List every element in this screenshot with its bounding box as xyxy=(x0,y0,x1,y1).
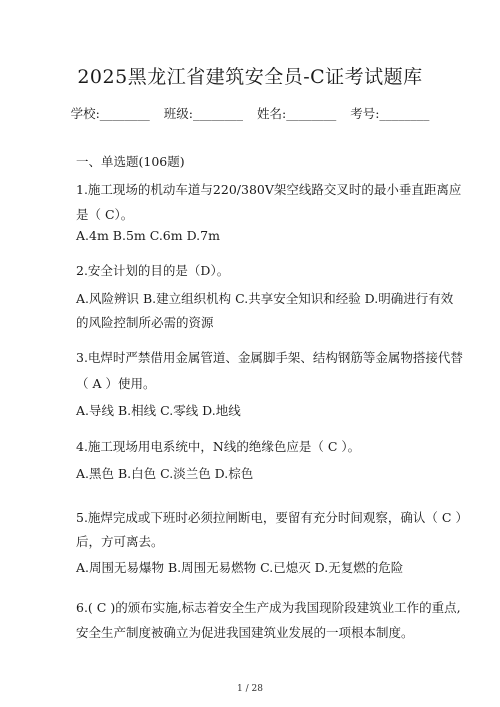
question-1-text-cont: 是（ C）。 xyxy=(76,207,134,222)
student-info-row xyxy=(0,104,500,122)
question-5-options: A.周围无易爆物 B.周围无易燃物 C.已熄灭 D.无复燃的危险 xyxy=(76,560,404,575)
question-5-text: 5.施焊完成或下班时必须拉闸断电，要留有充分时间观察，确认（ C ） xyxy=(76,510,468,525)
question-2-options: A.风险辨识 B.建立组织机构 C.共享安全知识和经验 D.明确进行有效 xyxy=(76,291,454,306)
exam-number-field: 考号:________ xyxy=(350,106,430,121)
question-6-text-cont: 安全生产制度被确立为促进我国建筑业发展的一项根本制度。 xyxy=(76,625,414,640)
question-4-text: 4.施工现场用电系统中，N线的绝缘色应是（ C ）。 xyxy=(76,439,361,454)
class-field: 班级:________ xyxy=(163,106,243,121)
question-1-text: 1.施工现场的机动车道与220/380V架空线路交叉时的最小垂直距离应 xyxy=(76,182,462,197)
document-title: 2025黑龙江省建筑安全员-C证考试题库 xyxy=(77,66,423,88)
question-5-text-cont: 后，方可离去。 xyxy=(76,534,164,549)
question-3-text: 3.电焊时严禁借用金属管道、金属脚手架、结构钢筋等金属物搭接代替 xyxy=(76,350,463,365)
section-title: 一、单选题(106题) xyxy=(76,154,185,169)
question-3-text-cont: （ A ）使用。 xyxy=(76,376,156,391)
question-2-options-cont: 的风险控制所必需的资源 xyxy=(76,315,214,330)
question-1-options: A.4m B.5m C.6m D.7m xyxy=(76,228,220,243)
question-3-options: A.导线 B.相线 C.零线 D.地线 xyxy=(76,403,241,418)
question-6-text: 6.( C )的颁布实施,标志着安全生产成为我国现阶段建筑业工作的重点, xyxy=(76,600,461,615)
school-field: 学校:________ xyxy=(70,106,150,121)
question-4-options: A.黑色 B.白色 C.淡兰色 D.棕色 xyxy=(76,466,254,481)
question-2-text: 2.安全计划的目的是（D）。 xyxy=(76,263,230,278)
name-field: 姓名:________ xyxy=(256,106,337,121)
page-number: 1 / 28 xyxy=(237,684,263,694)
